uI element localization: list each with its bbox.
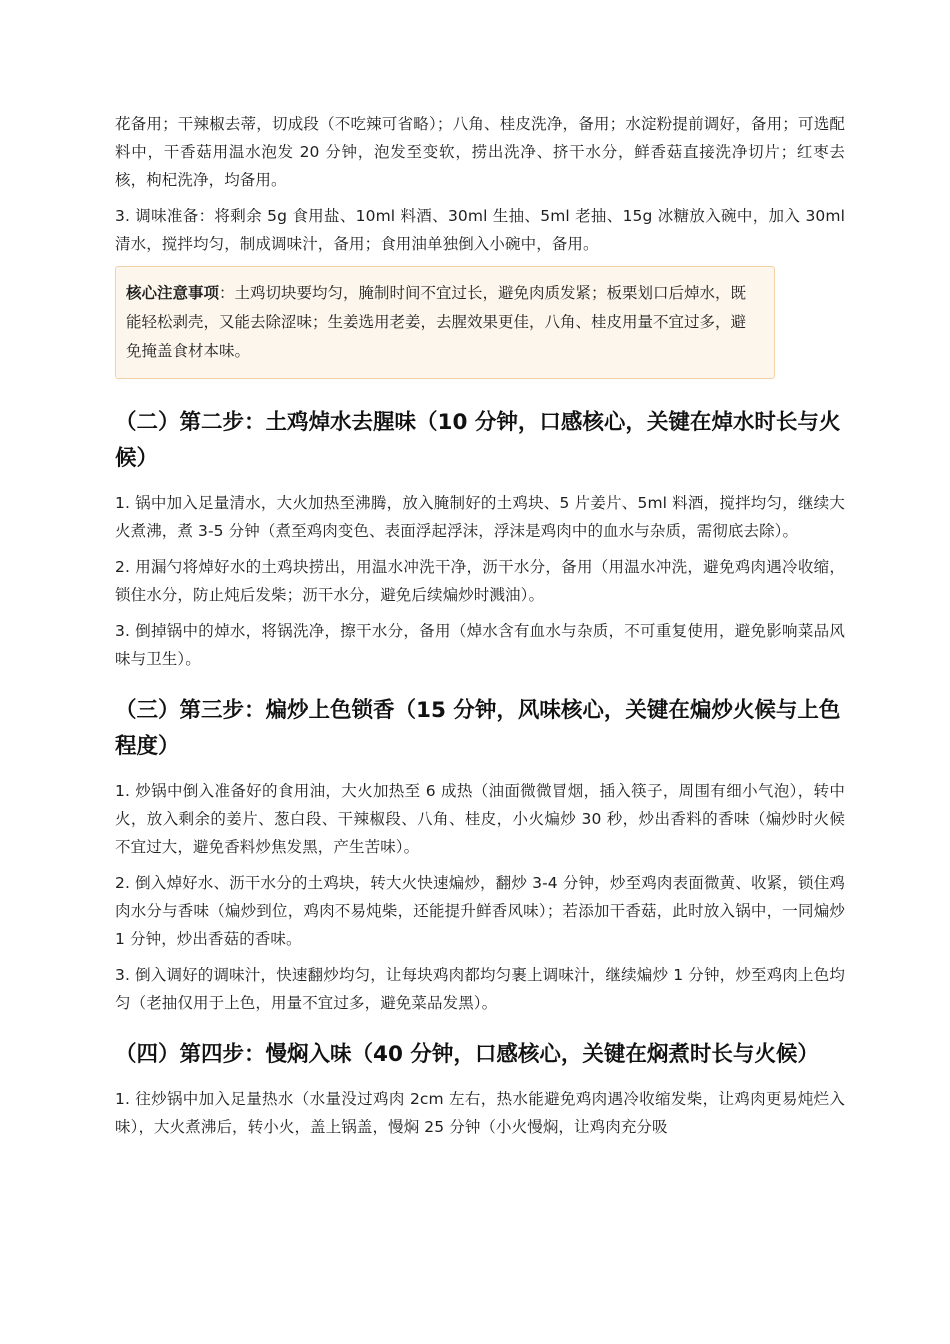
section-step-4 [115, 1037, 845, 1141]
step-paragraph: 3. 倒掉锅中的焯水，将锅洗净，擦干水分，备用（焯水含有血水与杂质，不可重复使用，避免影响菜品风味与卫生）。 [115, 622, 845, 668]
section-step-2 [115, 405, 845, 673]
document-body [115, 110, 845, 1161]
step-paragraph: 1. 炒锅中倒入准备好的食用油，大火加热至 6 成热（油面微微冒烟，插入筷子，周围有细小气泡），转中火，放入剩余的姜片、葱白段、干辣椒段、八角、桂皮，小火煸炒 30 秒，炒出香料的香味（煸炒时火候不宜过大，避免香料炒焦发黑，产生苦味）。 [115, 782, 845, 856]
step-paragraph: 3. 倒入调好的调味汁，快速翻炒均匀，让每块鸡肉都均匀裹上调味汁，继续煸炒 1 分钟，炒至鸡肉上色均匀（老抽仅用于上色，用量不宜过多，避免菜品发黑）。 [115, 966, 845, 1012]
note-label: 核心注意事项 [126, 284, 220, 302]
step-paragraph: 1. 锅中加入足量清水，大火加热至沸腾，放入腌制好的土鸡块、5 片姜片、5ml 料酒，搅拌均匀，继续大火煮沸，煮 3-5 分钟（煮至鸡肉变色、表面浮起浮沫，浮沫是鸡肉中的血水与杂质，需彻底去除）。 [115, 494, 845, 540]
intro-paragraph-1: 花备用；干辣椒去蒂，切成段（不吃辣可省略）；八角、桂皮洗净，备用；水淀粉提前调好，备用；可选配料中，干香菇用温水泡发 20 分钟，泡发至变软，捞出洗净、挤干水分，鲜香菇直接洗净切片；红枣去核，枸杞洗净，均备用。 [115, 115, 845, 189]
section-heading: （三）第三步：煸炒上色锁香（15 分钟，风味核心，关键在煸炒火候与上色程度） [115, 698, 841, 759]
section-heading: （二）第二步：土鸡焯水去腥味（10 分钟，口感核心，关键在焯水时长与火候） [115, 410, 841, 471]
section-step-3 [115, 693, 845, 1017]
note-text: ：土鸡切块要均匀，腌制时间不宜过长，避免肉质发紧；板栗划口后焯水，既能轻松剥壳，又能去除涩味；生姜选用老姜，去腥效果更佳，八角、桂皮用量不宜过多，避免掩盖食材本味。 [126, 284, 747, 360]
intro-paragraph-2: 3. 调味准备：将剩余 5g 食用盐、10ml 料酒、30ml 生抽、5ml 老抽、15g 冰糖放入碗中，加入 30ml 清水，搅拌均匀，制成调味汁，备用；食用油单独倒入小碗中，备用。 [115, 207, 845, 253]
core-notes-box [115, 266, 775, 379]
step-paragraph: 2. 倒入焯好水、沥干水分的土鸡块，转大火快速煸炒，翻炒 3-4 分钟，炒至鸡肉表面微黄、收紧，锁住鸡肉水分与香味（煸炒到位，鸡肉不易炖柴，还能提升鲜香风味）；若添加干香菇，此时放入锅中，一同煸炒 1 分钟，炒出香菇的香味。 [115, 874, 845, 948]
section-heading: （四）第四步：慢焖入味（40 分钟，口感核心，关键在焖煮时长与火候） [115, 1042, 819, 1067]
step-paragraph: 1. 往炒锅中加入足量热水（水量没过鸡肉 2cm 左右，热水能避免鸡肉遇冷收缩发柴，让鸡肉更易炖烂入味），大火煮沸后，转小火，盖上锅盖，慢焖 25 分钟（小火慢焖，让鸡肉充分吸 [115, 1090, 845, 1136]
step-paragraph: 2. 用漏勺将焯好水的土鸡块捞出，用温水冲洗干净，沥干水分，备用（用温水冲洗，避免鸡肉遇冷收缩，锁住水分，防止炖后发柴；沥干水分，避免后续煸炒时溅油）。 [115, 558, 845, 604]
